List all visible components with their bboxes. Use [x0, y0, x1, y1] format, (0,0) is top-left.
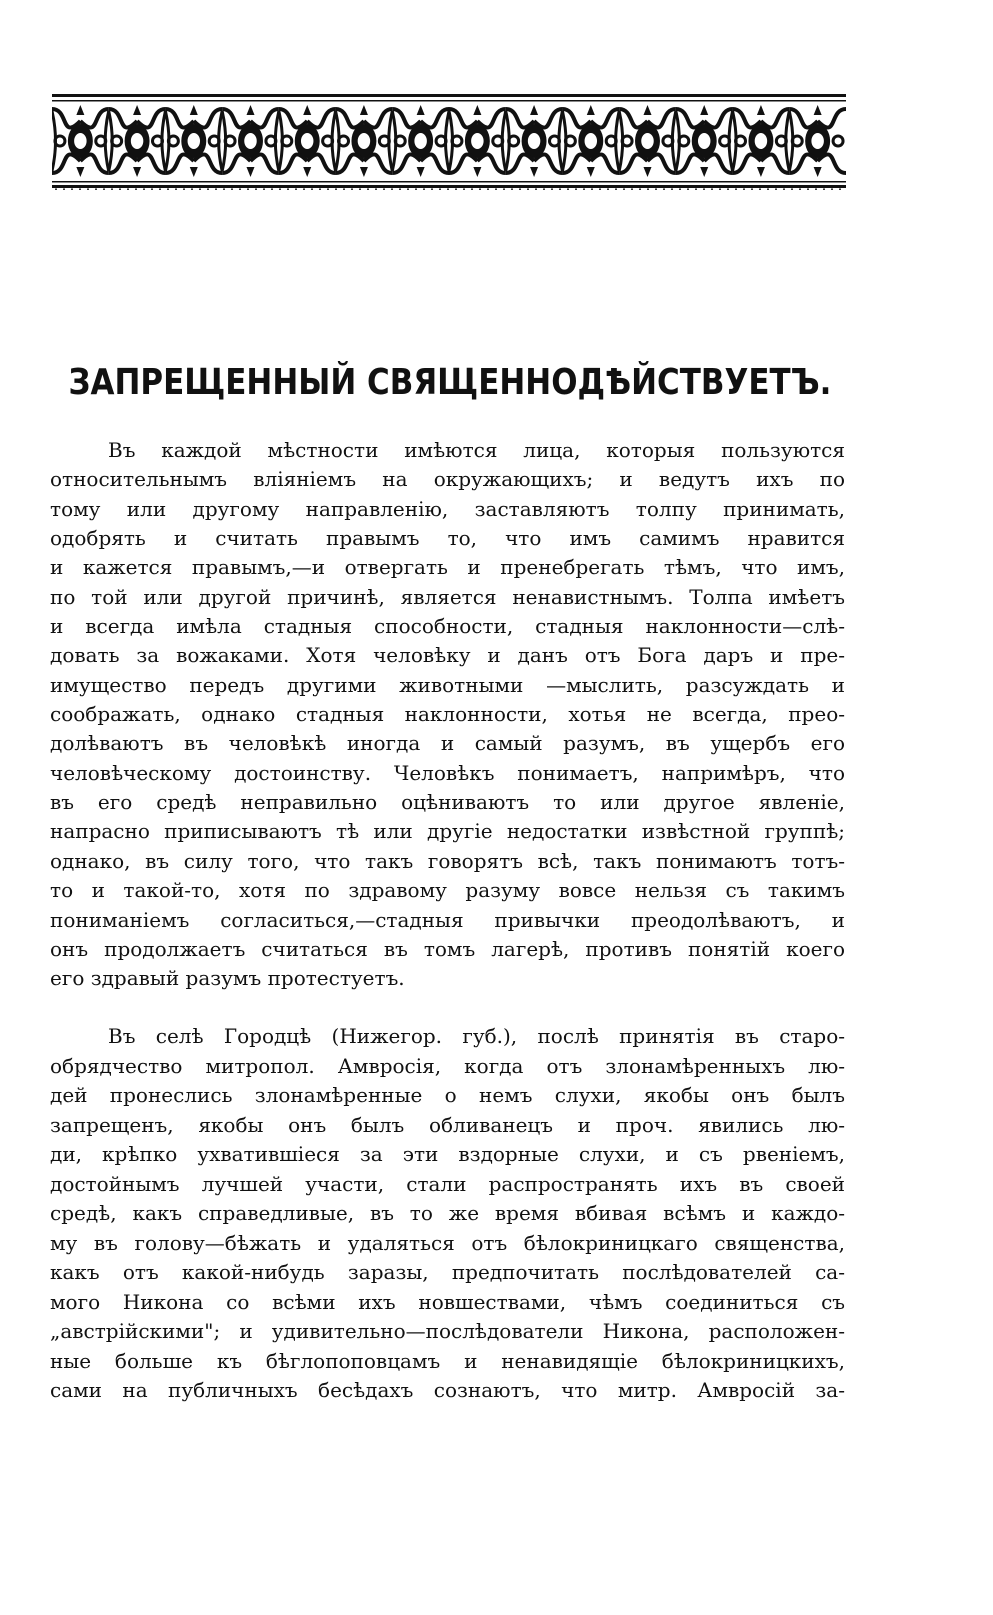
text-line: тому или другому направленію, заставляютъ толпу принимать, [50, 496, 845, 521]
text-line: имущество передъ другими животными —мыслить, разсуждать и [50, 672, 845, 697]
text-line: соображать, однако стадныя наклонности, хотья не всегда, прео- [50, 702, 845, 727]
chapter-title: ЗАПРЕЩЕННЫЙ СВЯЩЕННОДѢЙСТВУЕТЪ. [68, 362, 832, 403]
text-line: Въ селѣ Городцѣ (Нижегор. губ.), послѣ принятія въ старо- [108, 1024, 845, 1048]
text-line: дей пронеслись злонамѣренные о немъ слухи, якобы онъ былъ [50, 1083, 845, 1107]
ornamental-header-band [52, 92, 846, 190]
text-line: довать за вожаками. Хотя человѣку и данъ отъ Бога даръ и пре- [50, 643, 845, 668]
text-line: сами на публичныхъ бесѣдахъ сознаютъ, что митр. Амвросій за- [50, 1378, 845, 1402]
text-line: относительнымъ вліяніемъ на окружающихъ; и ведутъ ихъ по [50, 467, 845, 492]
ornament-vignette [52, 92, 846, 190]
text-line: человѣческому достоинству. Человѣкъ понимаетъ, напримѣръ, что [50, 760, 845, 785]
paragraph-2 [50, 1022, 845, 1406]
text-line: напрасно приписываютъ тѣ или другіе недостатки извѣстной группѣ; [50, 819, 845, 844]
text-line: достойнымъ лучшей участи, стали распространять ихъ въ своей [50, 1171, 845, 1196]
text-line: онъ продолжаетъ считаться въ томъ лагерѣ, противъ понятій коего [50, 936, 845, 961]
text-line: Въ каждой мѣстности имѣются лица, которыя пользуются [108, 438, 845, 462]
text-line: средѣ, какъ справедливые, въ то же время вбивая всѣмъ и каждо- [50, 1201, 845, 1225]
text-line: однако, въ силу того, что такъ говорятъ всѣ, такъ понимаютъ тотъ- [50, 848, 845, 873]
text-line: и всегда имѣла стадныя способности, стадныя наклонности—слѣ- [50, 614, 845, 639]
text-line: то и такой-то, хотя по здравому разуму вовсе нельзя съ такимъ [50, 878, 845, 903]
paragraph-1 [50, 436, 845, 994]
text-line: му въ голову—бѣжать и удаляться отъ бѣлокриницкаго священства, [50, 1230, 845, 1255]
text-line: „австрійскими"; и удивительно—послѣдователи Никона, расположен- [50, 1319, 845, 1343]
text-line: мого Никона со всѣми ихъ новшествами, чѣмъ соединиться съ [50, 1289, 845, 1314]
text-line: его здравый разумъ протестуетъ. [50, 966, 405, 991]
text-line: по той или другой причинѣ, является ненавистнымъ. Толпа имѣетъ [50, 584, 845, 609]
text-line: обрядчество митропол. Амвросія, когда отъ злонамѣренныхъ лю- [50, 1053, 845, 1078]
text-line: ные больше къ бѣглопоповцамъ и ненавидящіе бѣлокриницкихъ, [50, 1348, 845, 1373]
text-line: одобрять и считать правымъ то, что имъ самимъ нравится [50, 526, 845, 551]
text-line: какъ отъ какой-нибудь заразы, предпочитать послѣдователей са- [50, 1260, 845, 1284]
text-line: запрещенъ, якобы онъ былъ обливанецъ и проч. явились лю- [50, 1112, 845, 1137]
text-line: ди, крѣпко ухватившіеся за эти вздорные слухи, и съ рвеніемъ, [50, 1142, 845, 1166]
text-line: и кажется правымъ,—и отвергать и пренебрегать тѣмъ, что имъ, [50, 555, 845, 580]
text-line: пониманіемъ согласиться,—стадныя привычки преодолѣваютъ, и [50, 907, 845, 932]
text-line: въ его средѣ неправильно оцѣниваютъ то или другое явленіе, [50, 790, 845, 815]
text-line: долѣваютъ въ человѣкѣ иногда и самый разумъ, въ ущербъ его [50, 731, 845, 756]
